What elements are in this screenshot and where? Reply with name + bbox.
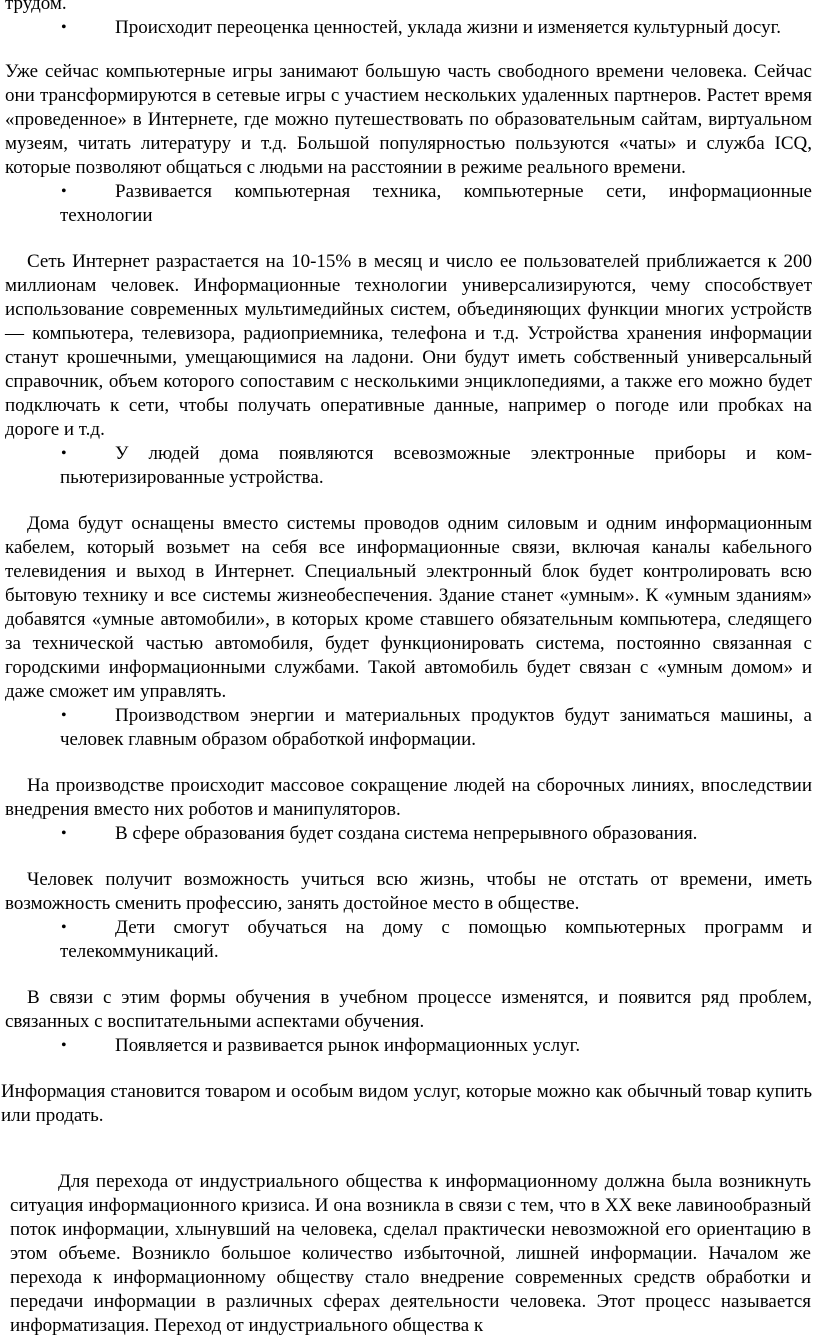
body-paragraph: Дома будут оснащены вместо системы проводов одним силовым и одним информационным кабелем, который возьмет на себя все информационные связи, включая каналы кабельного телевидения и выход в Интернет. Специальный электронный блок будет контролировать всю бытовую технику и все системы жизнеобеспечения. Здание станет «умным». К «умным зданиям» добавятся «умные автомобили», в которых кроме ставшего обязательным компьютера, следящего за технической частью автомобиля, будет функционировать система, постоянно связанная с городскими информационными службами. Такой автомобиль будет связан с «умным домом» и даже сможет им управлять. <box>5 513 812 702</box>
body-paragraph: Информация становится товаром и особым видом услуг, которые можно как обычный товар купить или продать. <box>1 1081 812 1126</box>
bullet-item: • Дети смогут обучаться на дому с помощью компьютерных программ и телекоммуникаций. <box>0 916 816 964</box>
body-paragraph: В связи с этим формы обучения в учебном процессе изменятся, и появится ряд проблем, связанных с воспитательными аспектами обучения. <box>5 987 812 1032</box>
body-paragraph: Уже сейчас компьютерные игры занимают большую часть свободного времени человека. Сейчас они трансформируются в сетевые игры с участием нескольких удаленных партнеров. Растет время «проведенное» в Интернете, где можно путешествовать по образовательным сайтам, виртуальном музеям, читать литературу и т.д. Большой популярностью пользуются «чаты» и служба ICQ, которые позволяют общаться с людьми на расстоянии в режиме реального времени. <box>5 61 812 178</box>
body-paragraph: Сеть Интернет разрастается на 10-15% в месяц и число ее пользователей приближается к 200 миллионам человек. Информационные технологии универсализируются, чему способствует использование современных мультимедийных систем, объединяющих функции многих устройств — компьютера, телевизора, радиоприемника, телефона и т.д. Устройства хранения информации станут крошечными, умещающимися на ладони. Они будут иметь собственный универсальный справочник, объем которого сопоставим с несколькими энциклопедиями, а также его можно будет подключать к сети, чтобы получать оперативные данные, например о погоде или пробках на дороге и т.д. <box>5 251 812 440</box>
body-paragraph: Человек получит возможность учиться всю жизнь, чтобы не отстать от времени, иметь возможность сменить профессию, занять достойное место в обществе. <box>5 869 812 914</box>
bullet-item: • Развивается компьютерная техника, компьютерные сети, информационные технологии <box>0 180 816 228</box>
bullet-item: • Появляется и развивается рынок информационных услуг. <box>0 1034 816 1058</box>
body-paragraph: Для перехода от индустриального общества к информационному должна была возникнуть ситуация информационного кризиса. И она возникла в связи с тем, что в XX веке лавинообразный поток информации, хлынувший на человека, сделал практически невозможной его ориентацию в этом объеме. Возникло большое количество избыточной, лишней информации. Началом же перехода к информационному обществу стало внедрение современных средств обработки и передачи информации в различных сферах деятельности человека. Этот процесс называется информатизация. Переход от индустриального общества к <box>10 1171 811 1336</box>
bullet-item: • Происходит переоценка ценностей, уклада жизни и изменяется культурный досуг. <box>0 16 816 40</box>
bullet-item: • Производством энергии и материальных продуктов будут заниматься машины, а человек главным образом обработкой информации. <box>0 704 816 752</box>
bullet-item: • У людей дома появляются всевозможные электронные приборы и компьютеризированные устройства. <box>0 442 816 490</box>
body-paragraph: На производстве происходит массовое сокращение людей на сборочных линиях, впоследствии внедрения вместо них роботов и манипуляторов. <box>5 775 812 820</box>
opening-fragment: трудом. <box>5 0 67 14</box>
bullet-item: • В сфере образования будет создана система непрерывного образования. <box>0 822 816 846</box>
